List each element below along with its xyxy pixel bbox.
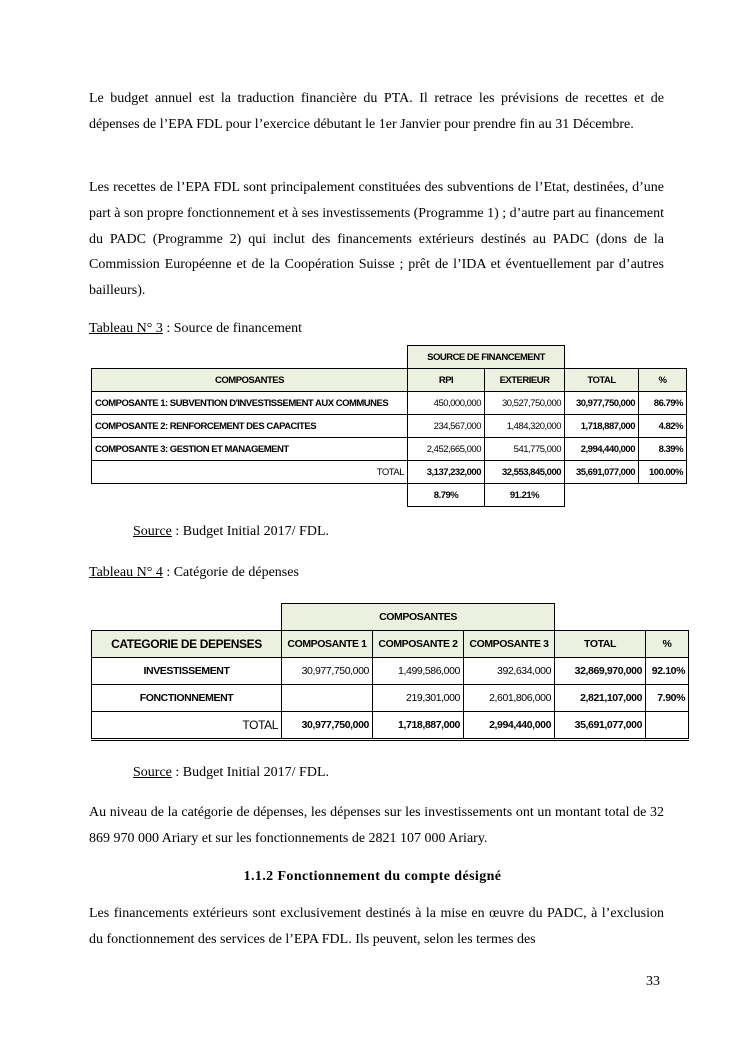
table3-header-total: TOTAL bbox=[565, 369, 639, 392]
table4-caption-text: : Catégorie de dépenses bbox=[162, 565, 299, 580]
table3-group-header-row bbox=[92, 346, 687, 369]
page-number: 33 bbox=[646, 974, 660, 989]
table3-header-rpi: RPI bbox=[408, 369, 485, 392]
table4-cell-composante-3: 392,634,000 bbox=[464, 658, 555, 685]
table4-caption-label: Tableau N° 4 bbox=[89, 565, 163, 580]
table3-cell-percent: 4.82% bbox=[639, 415, 687, 438]
table-row bbox=[92, 658, 689, 685]
table4-cell-total: 2,821,107,000 bbox=[555, 685, 646, 712]
intro-paragraph-1: Le budget annuel est la traduction financière du PTA. Il retrace les prévisions de recettes et de dépenses de l’EPA FDL pour l’exercice débutant le 1er Janvier pour prendre fin au 31 Décembre. bbox=[89, 91, 664, 132]
table3-total-row bbox=[92, 461, 687, 484]
table4-cell-percent: 7.90% bbox=[646, 685, 689, 712]
table3-cell-rpi: 450,000,000 bbox=[408, 392, 485, 415]
table3-cell-exterieur: 541,775,000 bbox=[485, 438, 565, 461]
table4-header-percent: % bbox=[646, 631, 689, 658]
table4-caption bbox=[89, 565, 299, 581]
table3-cell-exterieur: 30,527,750,000 bbox=[485, 392, 565, 415]
paragraph-3: Au niveau de la catégorie de dépenses, les dépenses sur les investissements ont un montant total de 32 869 970 000 Ariary et sur les fonctionnements de 2821 107 000 Ariary. bbox=[89, 805, 664, 846]
table4-header-categorie: CATEGORIE DE DEPENSES bbox=[92, 631, 282, 658]
table3-header-composantes: COMPOSANTES bbox=[92, 369, 408, 392]
intro-paragraph-2: Les recettes de l’EPA FDL sont principalement constituées des subventions de l’Etat, destinées, d’une part à son propre fonctionnement et à ses investissements (Programme 1) ; d’autre part au financement du PADC (Programme 2) qui inclut des financements extérieurs destinés au PADC (dons de la Commission Européenne et de la Coopération Suisse ; prêt de l’IDA et éventuellement par d’autres bailleurs). bbox=[89, 180, 664, 299]
table4-total-composante-3: 2,994,440,000 bbox=[464, 712, 555, 740]
table4-header-composante-3: COMPOSANTE 3 bbox=[464, 631, 555, 658]
table3-header-percent: % bbox=[639, 369, 687, 392]
table3-cell-rpi: 2,452,665,000 bbox=[408, 438, 485, 461]
table3-share-row bbox=[92, 484, 687, 507]
table4-source-text: : Budget Initial 2017/ FDL. bbox=[171, 765, 329, 780]
table4-group-header-row bbox=[92, 604, 689, 631]
table4-header-composante-2: COMPOSANTE 2 bbox=[373, 631, 464, 658]
table3-total-total: 35,691,077,000 bbox=[565, 461, 639, 484]
table4-cell-composante-1: 30,977,750,000 bbox=[282, 658, 373, 685]
table4-source-label: Source bbox=[133, 765, 172, 780]
table-row bbox=[92, 392, 687, 415]
table4-total-composante-1: 30,977,750,000 bbox=[282, 712, 373, 740]
table4-cell-percent: 92.10% bbox=[646, 658, 689, 685]
table4-cell-composante-2: 1,499,586,000 bbox=[373, 658, 464, 685]
table3-cell-percent: 8.39% bbox=[639, 438, 687, 461]
table3-row-name: COMPOSANTE 3: GESTION ET MANAGEMENT bbox=[92, 438, 408, 461]
table3-source-text: : Budget Initial 2017/ FDL. bbox=[171, 524, 329, 539]
table3-cell-total: 2,994,440,000 bbox=[565, 438, 639, 461]
table4-total-composante-2: 1,718,887,000 bbox=[373, 712, 464, 740]
table4-total-row bbox=[92, 712, 689, 740]
paragraph-4: Les financements extérieurs sont exclusivement destinés à la mise en œuvre du PADC, à l’exclusion du fonctionnement des services de l’EPA FDL. Ils peuvent, selon les termes des bbox=[89, 906, 664, 947]
table4-row-name: INVESTISSEMENT bbox=[92, 658, 282, 685]
table-row bbox=[92, 438, 687, 461]
table3-total-rpi: 3,137,232,000 bbox=[408, 461, 485, 484]
table3-row-name: COMPOSANTE 1: SUBVENTION D'INVESTISSEMENT AUX COMMUNES bbox=[92, 392, 408, 415]
table3-caption-text: : Source de financement bbox=[162, 321, 302, 336]
table4-header-total: TOTAL bbox=[555, 631, 646, 658]
table4-row-name: FONCTIONNEMENT bbox=[92, 685, 282, 712]
table4-source bbox=[133, 765, 329, 781]
table3-share-rpi: 8.79% bbox=[408, 484, 485, 507]
table4-cell-composante-1 bbox=[282, 685, 373, 712]
table3-cell-exterieur: 1,484,320,000 bbox=[485, 415, 565, 438]
table3-caption bbox=[89, 321, 302, 337]
table3-caption-label: Tableau N° 3 bbox=[89, 321, 163, 336]
table-row bbox=[92, 415, 687, 438]
table4-header-composante-1: COMPOSANTE 1 bbox=[282, 631, 373, 658]
table4-total-label: TOTAL bbox=[92, 712, 282, 740]
table4-group-header: COMPOSANTES bbox=[282, 604, 555, 631]
table3-row-name: COMPOSANTE 2: RENFORCEMENT DES CAPACITES bbox=[92, 415, 408, 438]
table4-total-percent bbox=[646, 712, 689, 740]
table4-cell-composante-3: 2,601,806,000 bbox=[464, 685, 555, 712]
table3-cell-total: 1,718,887,000 bbox=[565, 415, 639, 438]
table3-source bbox=[133, 524, 329, 540]
table4-cell-total: 32,869,970,000 bbox=[555, 658, 646, 685]
table3-cell-percent: 86.79% bbox=[639, 392, 687, 415]
table-categorie-depenses bbox=[91, 603, 689, 741]
table4-header-row bbox=[92, 631, 689, 658]
table4-total-total: 35,691,077,000 bbox=[555, 712, 646, 740]
table4-cell-composante-2: 219,301,000 bbox=[373, 685, 464, 712]
table-source-financement bbox=[91, 345, 687, 507]
table3-cell-rpi: 234,567,000 bbox=[408, 415, 485, 438]
table3-header-row bbox=[92, 369, 687, 392]
table3-total-exterieur: 32,553,845,000 bbox=[485, 461, 565, 484]
table3-source-label: Source bbox=[133, 524, 172, 539]
table3-total-label: TOTAL bbox=[92, 461, 408, 484]
table3-group-header: SOURCE DE FINANCEMENT bbox=[408, 346, 565, 369]
table3-header-exterieur: EXTERIEUR bbox=[485, 369, 565, 392]
table3-total-percent: 100.00% bbox=[639, 461, 687, 484]
section-heading: 1.1.2 Fonctionnement du compte désigné bbox=[243, 869, 502, 884]
table3-share-exterieur: 91.21% bbox=[485, 484, 565, 507]
table3-cell-total: 30,977,750,000 bbox=[565, 392, 639, 415]
table-row bbox=[92, 685, 689, 712]
